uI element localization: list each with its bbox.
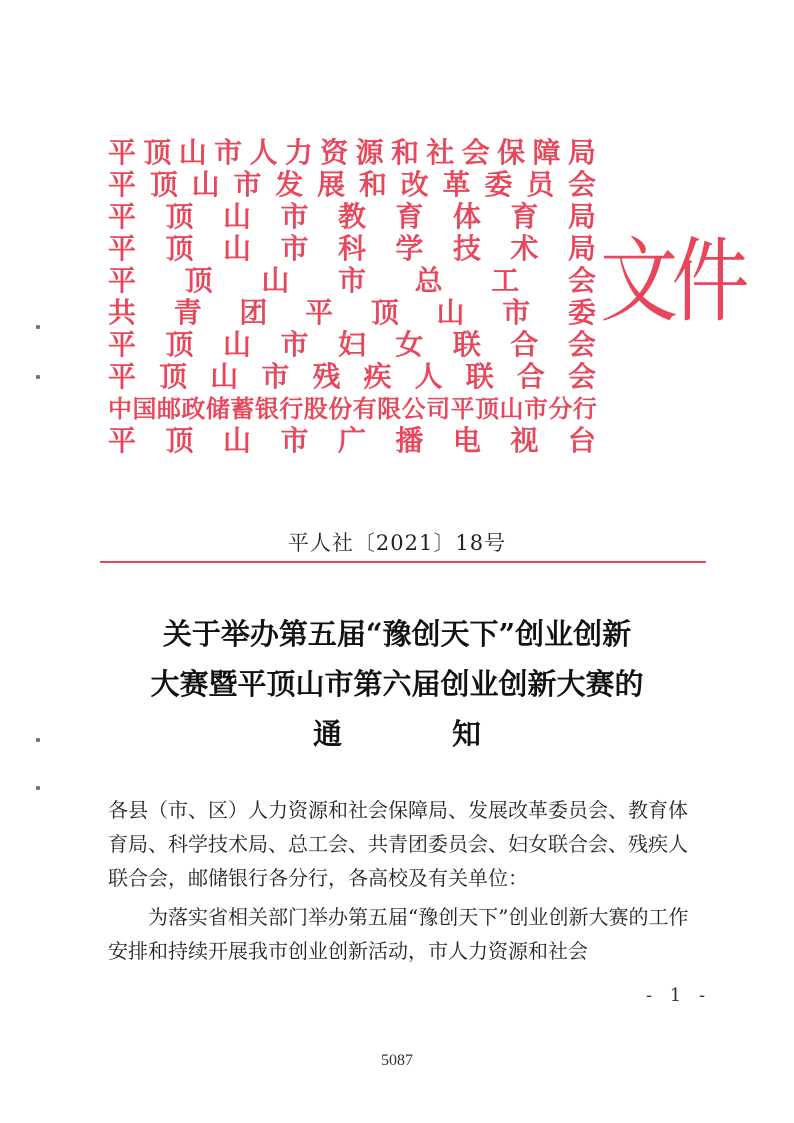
footer-code: 5087: [381, 1052, 413, 1069]
issuer-line: 平 顶 山 市 科 学 技 术 局: [108, 232, 596, 265]
notice-title-line-2: 大赛暨平顶山市第六届创业创新大赛的: [150, 667, 644, 701]
scan-artifact: [36, 738, 40, 742]
addressee-paragraph: 各县（市、区）人力资源和社会保障局、发展改革委员会、教育体育局、科学技术局、总工会、共青团委员会、妇女联合会、残疾人联合会，邮储银行各分行，各高校及有关单位：: [108, 798, 688, 890]
body-paragraph: 为落实省相关部门举办第五届“豫创天下”创业创新大赛的工作安排和持续开展我市创业创新活动，市人力资源和社会: [108, 905, 689, 963]
notice-title-word: 通 知: [312, 717, 532, 751]
issuer-line: 共 青 团 平 顶 山 市 委: [108, 296, 596, 329]
scan-artifact: [36, 325, 40, 329]
issuer-line: 平 顶 山 市 广 播 电 视 台: [108, 424, 596, 457]
red-divider-line: [100, 561, 706, 563]
issuing-agencies: [108, 137, 596, 457]
issuer-line: 中 国 邮 政 储 蓄 银 行 股 份 有 限 公 司 平 顶 山 市 分 行: [108, 394, 596, 423]
document-number: 平人社〔2021〕18号: [287, 531, 507, 555]
issuer-line: 平 顶 山 市 发 展 和 改 革 委 员 会: [108, 168, 596, 201]
notice-title-line-1: 关于举办第五届“豫创天下”创业创新: [162, 617, 632, 651]
issuer-line: 平 顶 山 市 人 力 资 源 和 社 会 保 障 局: [108, 136, 596, 169]
document-type-label: 文件: [600, 228, 743, 335]
issuer-line: 平 顶 山 市 教 育 体 育 局: [108, 200, 596, 233]
issuer-line: 平 顶 山 市 残 疾 人 联 合 会: [108, 360, 596, 393]
issuer-line: 平 顶 山 市 妇 女 联 合 会: [108, 328, 596, 361]
scan-artifact: [36, 786, 40, 790]
page-number: - 1 -: [646, 985, 712, 1006]
scan-artifact: [36, 375, 40, 379]
issuer-line: 平 顶 山 市 总 工 会: [108, 264, 596, 297]
notice-title-line-3: [0, 712, 794, 753]
